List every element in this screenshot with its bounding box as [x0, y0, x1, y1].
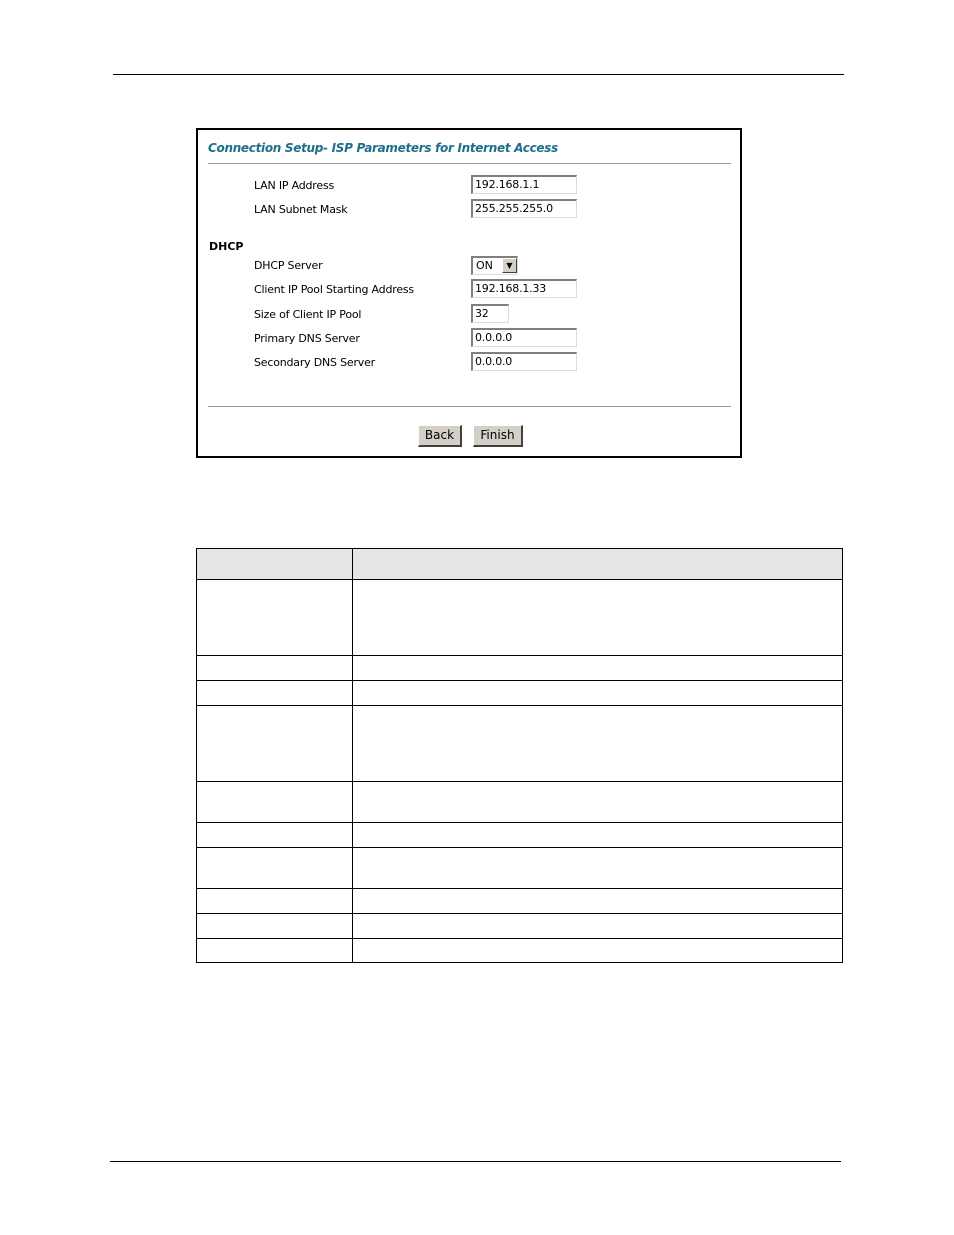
description-table [196, 548, 843, 963]
table-row [197, 580, 843, 656]
pool-start-label: Client IP Pool Starting Address [254, 283, 414, 296]
footer-rule [110, 1161, 841, 1162]
secondary-dns-input[interactable]: 0.0.0.0 [471, 352, 577, 371]
primary-dns-input[interactable]: 0.0.0.0 [471, 328, 577, 347]
lan-ip-label: LAN IP Address [254, 179, 335, 192]
table-row [197, 848, 843, 889]
table-row [197, 939, 843, 963]
table-row [197, 706, 843, 782]
dhcp-server-value: ON [476, 259, 493, 272]
lan-subnet-mask-input[interactable]: 255.255.255.0 [471, 199, 577, 218]
back-button[interactable]: Back [418, 425, 462, 447]
table-row [197, 914, 843, 939]
table-header-cell [353, 549, 843, 580]
table-row [197, 782, 843, 823]
pool-size-label: Size of Client IP Pool [254, 308, 362, 321]
pool-size-input[interactable]: 32 [471, 304, 509, 323]
pool-start-input[interactable]: 192.168.1.33 [471, 279, 577, 298]
table-row [197, 823, 843, 848]
chevron-down-icon[interactable]: ▼ [502, 258, 517, 273]
dhcp-server-select[interactable] [471, 256, 518, 275]
table-header-cell [197, 549, 353, 580]
table-row [197, 681, 843, 706]
isp-parameters-panel [196, 128, 742, 458]
dhcp-server-label: DHCP Server [254, 259, 323, 272]
table-header-row [197, 549, 843, 580]
header-rule [113, 74, 844, 75]
finish-button[interactable]: Finish [473, 425, 523, 447]
lan-ip-input[interactable]: 192.168.1.1 [471, 175, 577, 194]
lan-subnet-mask-label: LAN Subnet Mask [254, 203, 348, 216]
primary-dns-label: Primary DNS Server [254, 332, 360, 345]
dhcp-section-title: DHCP [209, 240, 244, 253]
secondary-dns-label: Secondary DNS Server [254, 356, 376, 369]
title-divider [208, 163, 731, 164]
table-row [197, 889, 843, 914]
panel-title: Connection Setup- ISP Parameters for Internet Access [208, 141, 558, 155]
footer-divider [208, 406, 731, 407]
table-row [197, 656, 843, 681]
